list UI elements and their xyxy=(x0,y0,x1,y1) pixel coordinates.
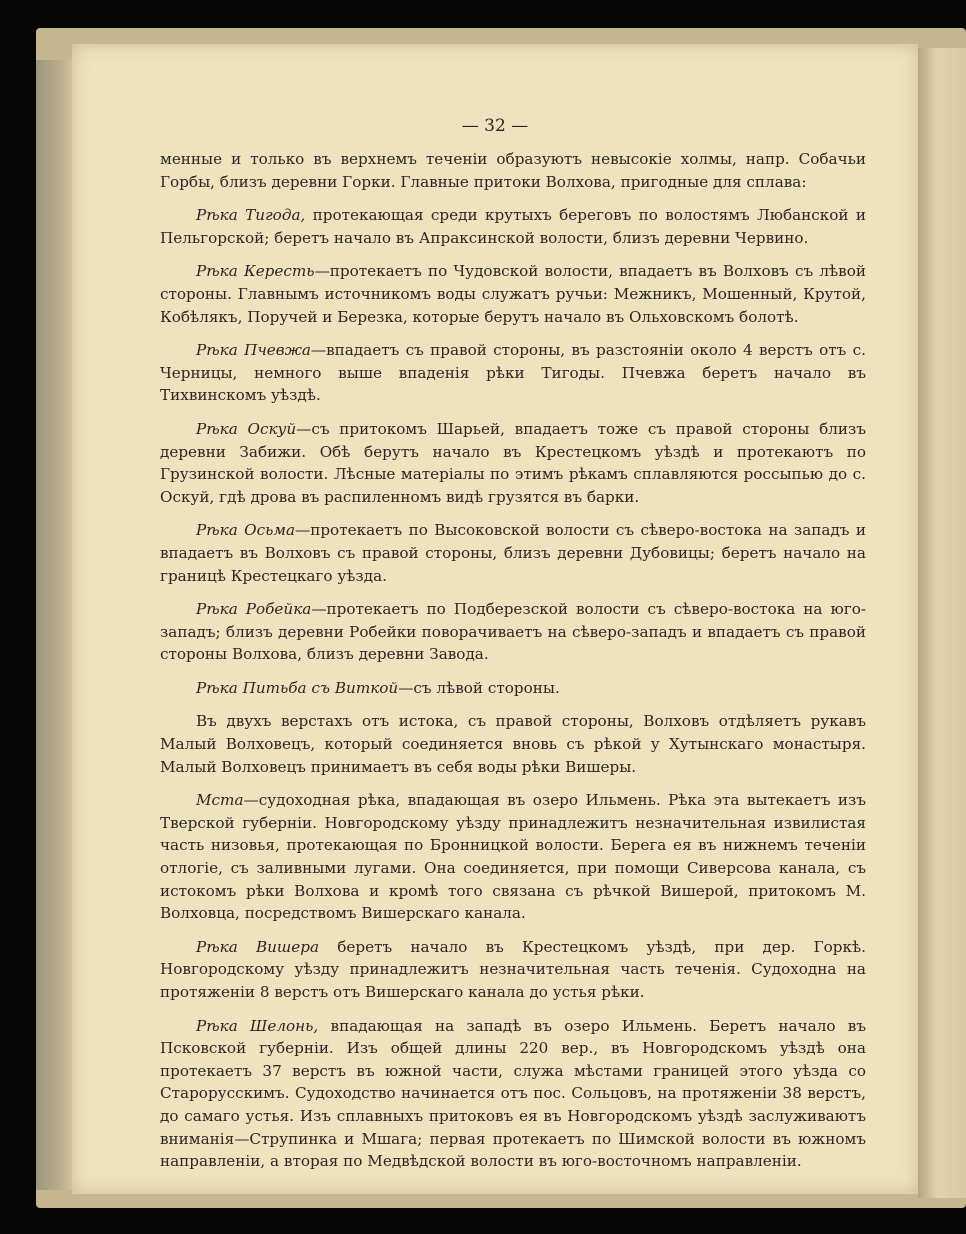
paragraph-body: —протекаетъ по Высоковской волости съ сѣверо-востока на западъ и впадаетъ въ Волховъ съ правой стороны, близъ деревни Дубовицы; беретъ начало на границѣ Крестецкаго уѣзда. xyxy=(160,521,866,585)
paragraph-maly-volkhovets xyxy=(160,710,866,778)
paragraph-oskuy xyxy=(160,418,866,508)
paragraph-body: протекающая среди крутыхъ береговъ по волостямъ Любанской и Пельгорской; беретъ начало въ Апраксинской волости, близъ деревни Червино. xyxy=(160,206,866,247)
paragraph-body: —съ притокомъ Шарьей, впадаетъ тоже съ правой стороны близъ деревни Забижи. Обѣ берутъ начало въ Крестецкомъ уѣздѣ и протекаютъ по Грузинской волости. Лѣсные матеріалы по этимъ рѣкамъ сплавляются россыпью до с. Оскуй, гдѣ дрова въ распиленномъ видѣ грузятся въ барки. xyxy=(160,419,866,506)
river-name: Рѣка Осьма xyxy=(196,521,296,540)
paragraph-shelon xyxy=(160,1015,866,1173)
paragraph-body: впадающая на западѣ въ озеро Ильмень. Беретъ начало въ Псковской губерніи. Изъ общей длины 220 вер., въ Новгородскомъ уѣздѣ она протекаетъ 37 верстъ въ южной части, служа мѣстами границей этого уѣзда со Старорусскимъ. Судоходство начинается отъ пос. Сольцовъ, на протяженіи 38 верстъ, до самаго устья. Изъ сплавныхъ притоковъ ея въ Новгородскомъ уѣздѣ заслуживаютъ вниманія—Струпинка и Мшага; первая протекаетъ по Шимской волости въ южномъ направленіи, а вторая по Медвѣдской волости въ юго-восточномъ направленіи. xyxy=(160,1016,866,1171)
river-name: Рѣка Вишера xyxy=(196,937,320,956)
paragraph-intro xyxy=(160,148,866,193)
paragraph-body: беретъ начало въ Крестецкомъ уѣздѣ, при дер. Горкѣ. Новгородскому уѣзду принадлежитъ незначительная часть теченія. Судоходна на протяженіи 8 верстъ отъ Вишерскаго канала до устья рѣки. xyxy=(160,937,867,1001)
river-name: Рѣка Оскуй xyxy=(196,419,297,438)
book-page xyxy=(72,44,918,1194)
paragraph-body: —протекаетъ по Чудовской волости, впадаетъ въ Волховъ съ лѣвой стороны. Главнымъ источникомъ воды служатъ ручьи: Межникъ, Мошенный, Крутой, Кобѣлякъ, Поручей и Березка, которые берутъ начало въ Ольховскомъ болотѣ. xyxy=(160,262,866,326)
paragraph-body: —впадаетъ съ правой стороны, въ разстояніи около 4 верстъ отъ с. Черницы, немного выше впаденія рѣки Тигоды. Пчевжа беретъ начало въ Тихвинскомъ уѣздѣ. xyxy=(160,341,866,405)
paragraph-tigoda xyxy=(160,204,866,249)
paragraph-vishera xyxy=(160,936,866,1004)
river-name: Рѣка Кересть xyxy=(196,262,315,281)
paragraph-body: —судоходная рѣка, впадающая въ озеро Ильмень. Рѣка эта вытекаетъ изъ Тверской губерніи. Новгородскому уѣзду принадлежитъ незначительная извилистая часть низовья, протекающая по Бронницкой волости. Берега ея въ нижнемъ теченіи отлогіе, съ заливными лугами. Она соединяется, при помощи Сиверсова канала, съ истокомъ рѣки Волхова и кромѣ того связана съ рѣчкой Вишерой, притокомъ М. Волховца, посредствомъ Вишерскаго канала. xyxy=(160,791,866,923)
next-page-edge xyxy=(918,48,966,1198)
river-name: Рѣка Питьба съ Виткой xyxy=(196,678,399,697)
page-text xyxy=(160,148,866,1184)
river-name: Рѣка Тигода, xyxy=(196,206,306,225)
paragraph-body: —протекаетъ по Подберезской волости съ сѣверо-востока на юго-западъ; близъ деревни Робейки поворачиваетъ на сѣверо-западъ и впадаетъ съ правой стороны Волхова, близъ деревни Завода. xyxy=(160,600,866,664)
paragraph-kerest xyxy=(160,260,866,328)
river-name: Рѣка Пчевжа xyxy=(196,341,311,360)
paragraph-robeyka xyxy=(160,598,866,666)
book-spine xyxy=(36,60,76,1190)
paragraph-pchevzha xyxy=(160,339,866,407)
river-name: Рѣка Робейка xyxy=(196,600,312,619)
paragraph-body: менные и только въ верхнемъ теченіи образуютъ невысокіе холмы, напр. Собачьи Горбы, близъ деревни Горки. Главные притоки Волхова, пригодные для сплава: xyxy=(160,150,866,191)
river-name: Рѣка Шелонь, xyxy=(196,1016,319,1035)
page-number: — 32 — xyxy=(461,116,529,136)
river-name: Мста xyxy=(196,791,244,810)
paragraph-pitba xyxy=(160,677,866,700)
paragraph-body: Въ двухъ верстахъ отъ истока, съ правой стороны, Волховъ отдѣляетъ рукавъ Малый Волховецъ, который соединяется вновь съ рѣкой у Хутынскаго монастыря. Малый Волховецъ принимаетъ въ себя воды рѣки Вишеры. xyxy=(160,712,866,776)
paragraph-body: —съ лѣвой стороны. xyxy=(398,678,560,697)
paragraph-osma xyxy=(160,519,866,587)
paragraph-msta xyxy=(160,789,866,925)
